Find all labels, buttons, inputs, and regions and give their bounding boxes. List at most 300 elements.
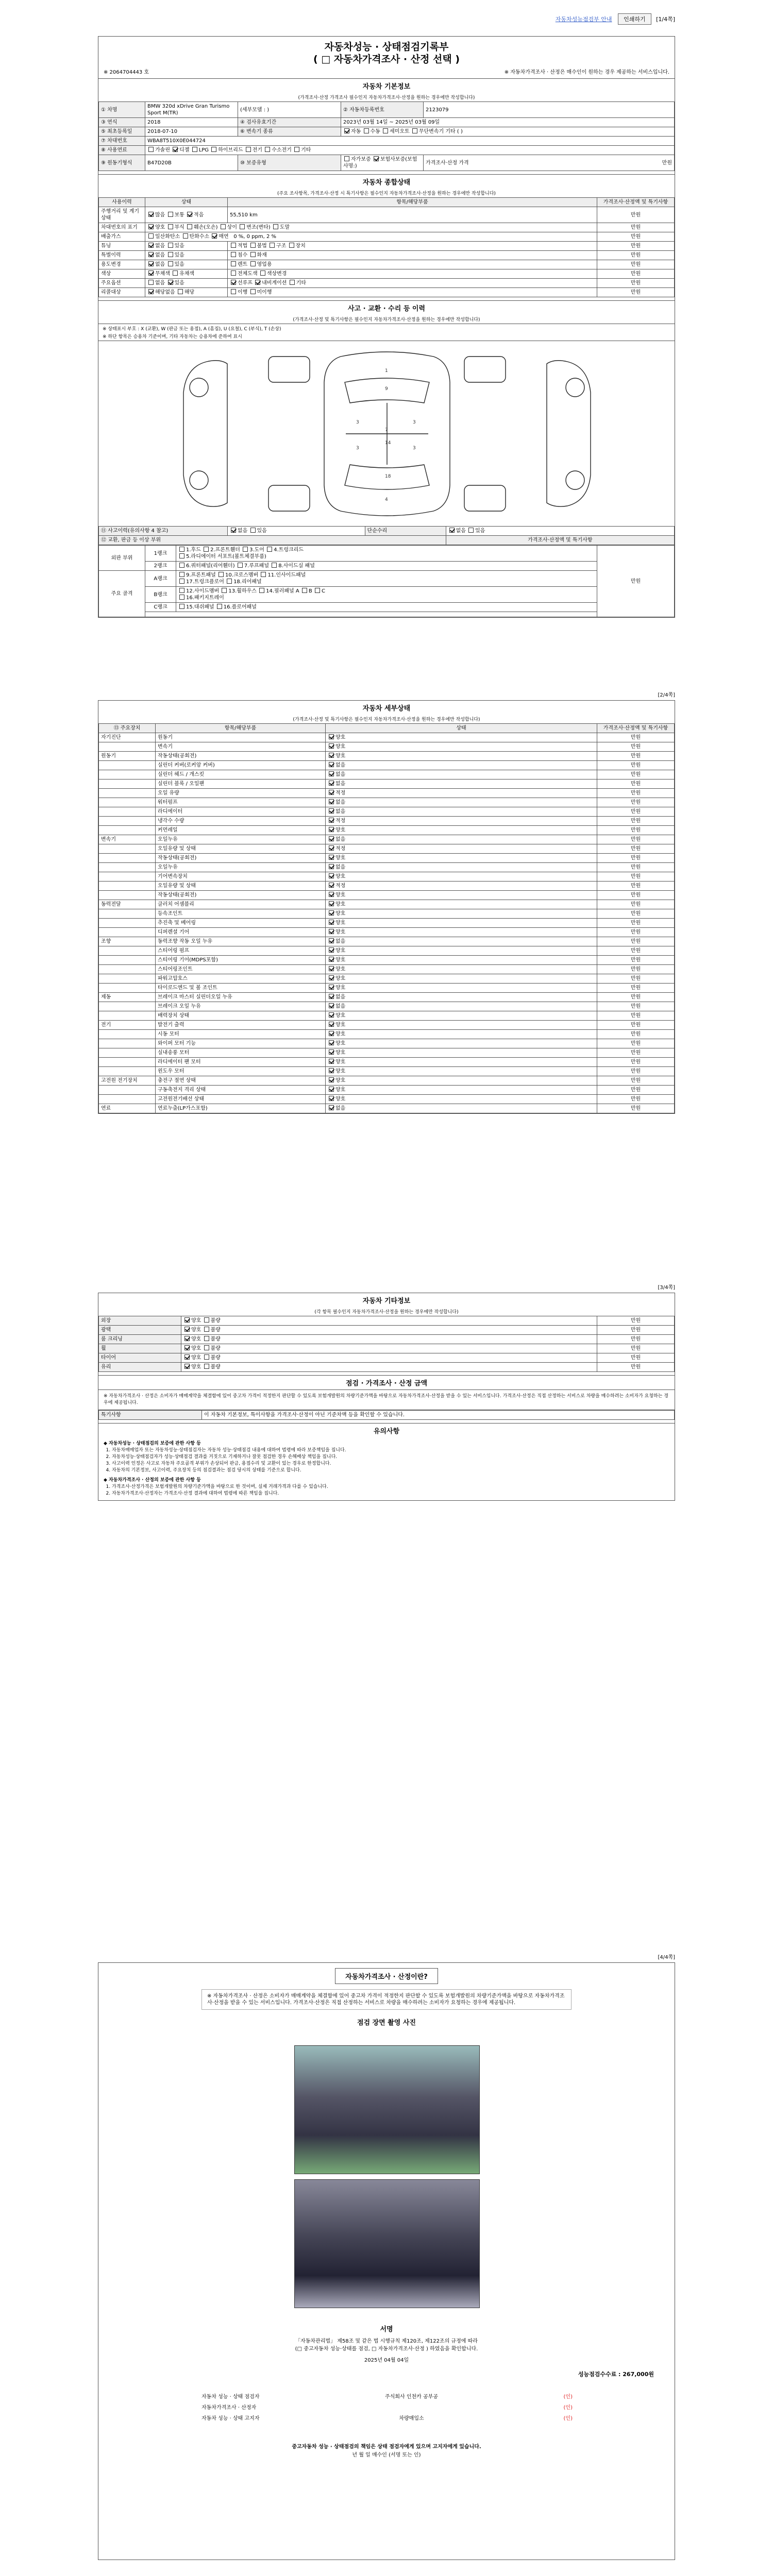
section-accident: 사고 · 교환 · 수리 등 이력 (98, 300, 675, 315)
table-row (99, 1344, 675, 1353)
item: 배력장치 상태 (156, 1011, 326, 1021)
acc-table (98, 526, 675, 545)
item: 냉각수 수량 (156, 817, 326, 826)
group: 동력전달 (99, 900, 156, 909)
check-icon (260, 270, 265, 276)
caution-block (98, 1437, 675, 1500)
label: ② 자동차등록번호 (341, 102, 424, 118)
opt: 있음 (174, 243, 184, 249)
unit: 만원 (597, 1030, 675, 1039)
list-item: 3. 사고이력 인정은 사고로 자동차 주요골격 부위가 손상되어 판금, 용접수리 및 교환이 있는 경우로 한정합니다. (112, 1461, 669, 1467)
check-icon (329, 910, 334, 916)
vin: WBA8T510X0E044724 (145, 137, 675, 146)
opt: 불량 (210, 1364, 221, 1370)
seal: (인) (563, 2416, 573, 2421)
check-icon (289, 243, 294, 248)
check-icon (273, 224, 278, 229)
check-icon (272, 563, 277, 568)
state-label: 없음 (335, 781, 346, 787)
item: 오일유량 및 상태 (156, 844, 326, 854)
check-icon (179, 563, 184, 568)
opt: 무채색 (155, 271, 170, 277)
unit: 만원 (597, 207, 675, 223)
unit: 만원 (597, 817, 675, 826)
state-label: 양호 (335, 1096, 346, 1102)
col-head: 항목/해당부품 (156, 724, 326, 733)
text: 이 자동차 기본정보, 특이사항을 가격조사·산정이 아닌 기준차액 등을 확인할 수 있습니다. (202, 1411, 675, 1420)
sign-rows (191, 2391, 583, 2423)
check-icon (344, 128, 349, 133)
opt: 16.플로어패널 (223, 604, 257, 610)
opt: 전기 (252, 147, 263, 153)
signer: 자동차가격조사 · 산정자 (201, 2405, 257, 2411)
check-icon (148, 212, 154, 217)
acc-note-2: ※ 하단 항목은 승용차 기준이며, 기타 자동차는 승용차에 준하여 표시 (103, 334, 242, 340)
first-reg: 2018-07-10 (145, 127, 238, 137)
item: 변속기 (156, 742, 326, 752)
row-label: 튜닝 (99, 242, 145, 251)
opt: 양호 (191, 1336, 201, 1342)
unit: 만원 (597, 1344, 675, 1353)
unit: 만원 (597, 269, 675, 279)
svg-text:1: 1 (385, 368, 388, 374)
state (326, 844, 597, 854)
group (99, 1011, 156, 1021)
item: 워터펌프 (156, 798, 326, 807)
svg-text:14: 14 (385, 440, 391, 446)
opt: 구조 (276, 243, 287, 249)
caution-list (104, 1447, 669, 1474)
print-button[interactable]: 인쇄하기 (618, 13, 651, 25)
state-label: 양호 (335, 911, 346, 917)
group: 전기 (99, 1021, 156, 1030)
opt: 디젤 (179, 147, 190, 153)
state-label: 없음 (335, 939, 346, 944)
state (326, 984, 597, 993)
group (99, 779, 156, 789)
group: 원동기 (99, 752, 156, 761)
group (99, 919, 156, 928)
table-row (99, 882, 675, 891)
group (99, 1086, 156, 1095)
table-row (99, 1076, 675, 1086)
item: 유리 (99, 1363, 181, 1372)
opt: 수소전기 (272, 147, 292, 153)
label: ④ 검사유효기간 (238, 118, 341, 127)
check-icon (329, 947, 334, 953)
check-icon (183, 233, 188, 239)
state-label: 양호 (335, 1078, 346, 1083)
check-icon (184, 1364, 190, 1369)
check-icon (259, 588, 264, 593)
unit: 만원 (597, 1095, 675, 1104)
sign-text-2: (□ 중고자동차 성능·상태를 점검, □ 자동차가격조사·산정 ) 하였음을 확인합니다. (295, 2346, 478, 2352)
item: 타이로드엔드 및 볼 조인트 (156, 984, 326, 993)
opt: 18.리어패널 (233, 579, 262, 585)
unit: 만원 (597, 946, 675, 956)
section-result: 점검 · 가격조사 · 산정 금액 (98, 1375, 675, 1389)
check-icon (240, 224, 245, 229)
state-label: 양호 (335, 1031, 346, 1037)
opt: 2.프론트휀더 (210, 547, 240, 553)
opt: 해당 (184, 290, 195, 295)
item: 시동 모터 (156, 1030, 326, 1039)
unit: 만원 (597, 288, 675, 297)
check-icon (250, 243, 256, 248)
group (99, 1039, 156, 1048)
state (326, 752, 597, 761)
detail-r: ) (267, 107, 270, 113)
check-icon (231, 280, 236, 285)
state-label: 양호 (335, 967, 346, 972)
group: 제동 (99, 993, 156, 1002)
check-icon (329, 1105, 334, 1110)
check-icon (290, 280, 295, 285)
check-icon (178, 289, 183, 294)
unit: 만원 (597, 909, 675, 919)
item: 작동상태(공회전) (156, 854, 326, 863)
state-label: 없음 (335, 809, 346, 815)
group (99, 1095, 156, 1104)
label: C랭크 (145, 603, 176, 612)
unit: 만원 (597, 761, 675, 770)
opt: 자동 (351, 129, 361, 134)
opt: 양호 (191, 1355, 201, 1361)
caution-title-2: ◆ 자동차가격조사 · 산정의 보증에 관한 사항 등 (104, 1478, 201, 1483)
group: 변속기 (99, 835, 156, 844)
check-icon (329, 818, 334, 823)
check-icon (329, 883, 334, 888)
item: 실린더 커버(로커암 커버) (156, 761, 326, 770)
state-label: 양호 (335, 929, 346, 935)
opt: 영업용 (257, 262, 272, 267)
opt: 15.대쉬패널 (186, 604, 214, 610)
item: 원동기 (156, 733, 326, 742)
table-row (99, 891, 675, 900)
unit: 만원 (597, 826, 675, 835)
state-label: 없음 (335, 762, 346, 768)
check-icon (468, 528, 474, 533)
group (99, 789, 156, 798)
check-icon (221, 224, 226, 229)
emission: 0 %, 0 ppm, 2 % (233, 234, 276, 240)
table-row (99, 919, 675, 928)
state (326, 1021, 597, 1030)
item: 클러치 어셈블리 (156, 900, 326, 909)
list-item: 2. 자동차성능·상태점검자가 성능·상태점검 결과를 거짓으로 기재하거나 잘못 점검한 경우 손해배상 책임을 집니다. (112, 1454, 669, 1461)
page-number-4: [4/4쪽] (658, 1955, 675, 1960)
item: 등속조인트 (156, 909, 326, 919)
unit: 만원 (597, 1326, 675, 1335)
group (99, 909, 156, 919)
table-row (99, 1095, 675, 1104)
table-row (99, 1039, 675, 1048)
svg-text:18: 18 (385, 474, 391, 479)
check-icon (148, 280, 154, 285)
item: 외장 (99, 1316, 181, 1326)
table-row (99, 789, 675, 798)
opt: 기타 (301, 147, 311, 153)
table-row (99, 1030, 675, 1039)
item: 광택 (99, 1326, 181, 1335)
check-icon (184, 1345, 190, 1350)
mileage: 55,510 km (228, 207, 597, 223)
state (326, 872, 597, 882)
check-icon (219, 572, 224, 577)
svg-text:3: 3 (413, 420, 416, 425)
caution-list-2 (104, 1484, 669, 1497)
opt: 없음 (456, 528, 466, 534)
state-label: 양호 (335, 1050, 346, 1056)
detail-label: (세부모델 : (240, 107, 266, 113)
opt: 양호 (191, 1364, 201, 1370)
basic-note: (가격조사·산정 가격조사 필수인지 자동차가격조사·산정을 원하는 경우에만 작성합니다) (298, 95, 475, 100)
opt: 자가보증 (351, 157, 371, 162)
seal: (인) (563, 2405, 573, 2411)
state (326, 770, 597, 779)
opt: 있음 (174, 252, 184, 258)
unit: 만원 (597, 789, 675, 798)
table-row (99, 1002, 675, 1011)
state (326, 1086, 597, 1095)
table-row (99, 1353, 675, 1363)
row-label: 리콜대상 (99, 288, 145, 297)
check-icon (192, 147, 197, 152)
page-1 (98, 10, 675, 675)
state-label: 양호 (335, 1022, 346, 1028)
opt: 3.도어 (249, 547, 264, 553)
check-icon (184, 1327, 190, 1332)
check-icon (243, 547, 248, 552)
top-links (98, 13, 675, 25)
opt: 적음 (194, 212, 204, 218)
result-title: 자동차가격조사 · 산정이란? (335, 1968, 438, 1984)
section-etc: 자동차 기타정보 (362, 1297, 411, 1305)
table-row (99, 1011, 675, 1021)
table-row (99, 1316, 675, 1326)
check-icon (204, 1345, 209, 1350)
unit: 만원 (597, 779, 675, 789)
state-label: 없음 (335, 800, 346, 805)
insp: 2023년 03월 14일 ~ 2025년 03월 09일 (341, 118, 675, 127)
item: 실린더 헤드 / 개스킷 (156, 770, 326, 779)
opt: 있음 (257, 528, 267, 534)
check-icon (329, 808, 334, 814)
signer: 자동차 성능 · 상태 고지자 (201, 2416, 260, 2421)
check-icon (329, 1096, 334, 1101)
svg-text:3: 3 (356, 420, 359, 425)
opt: 1.후드 (186, 547, 201, 553)
check-icon (148, 261, 154, 266)
opt: 선루프 (238, 280, 253, 286)
state-label: 양호 (335, 874, 346, 879)
check-icon (168, 252, 173, 257)
item: 충전구 절연 상태 (156, 1076, 326, 1086)
table-row (99, 1058, 675, 1067)
item: 파워고압호스 (156, 974, 326, 984)
check-icon (211, 147, 216, 152)
state-label: 양호 (335, 1069, 346, 1074)
opt: 17.트렁크플로어 (186, 579, 224, 585)
check-icon (329, 836, 334, 841)
item: 실내송풍 모터 (156, 1048, 326, 1058)
check-icon (364, 128, 369, 133)
opt: 보험사보증(보험사명:) (343, 157, 417, 169)
info-link[interactable]: 자동차성능점검부 안내 (555, 16, 612, 23)
table-row (99, 946, 675, 956)
car-diagram-icon (98, 341, 675, 527)
signer-name: 주식회사 인천카 공부공 (385, 2394, 438, 2400)
table-row (99, 974, 675, 984)
accident-note: (가격조사·산정 및 특기사항은 필수인지 자동차가격조사·산정을 원하는 경우에만 작성합니다) (293, 317, 480, 323)
section-basic: 자동차 기본정보 (98, 78, 675, 93)
state (326, 891, 597, 900)
state-label: 양호 (335, 753, 346, 759)
opt: 렌트 (238, 262, 248, 267)
check-icon (212, 233, 217, 239)
footer-2 (98, 2450, 675, 2458)
item: 구동축전지 격리 상태 (156, 1086, 326, 1095)
svg-text:3: 3 (413, 446, 416, 451)
check-icon (329, 1012, 334, 1018)
group: 고전원 전기장치 (99, 1076, 156, 1086)
group (99, 1002, 156, 1011)
table-row (99, 752, 675, 761)
item: 실린더 블록 / 오일팬 (156, 779, 326, 789)
label: 특기사항 (99, 1411, 202, 1420)
check-icon (179, 588, 184, 593)
check-icon (227, 579, 232, 584)
check-icon (179, 595, 184, 600)
unit: 만원 (597, 854, 675, 863)
state (326, 928, 597, 937)
label: ⑤ 최초등록일 (99, 127, 145, 137)
basic-table (98, 101, 675, 171)
opt: 있음 (174, 280, 184, 286)
state (326, 1095, 597, 1104)
opt: 불량 (210, 1327, 221, 1333)
opt: 없음 (155, 252, 165, 258)
check-icon (238, 563, 243, 568)
unit: 만원 (597, 891, 675, 900)
state (326, 761, 597, 770)
group (99, 798, 156, 807)
check-icon (329, 901, 334, 906)
check-icon (329, 1059, 334, 1064)
state-label: 양호 (335, 920, 346, 926)
table-row (99, 993, 675, 1002)
state-label: 없음 (335, 1004, 346, 1009)
opt: 기타 (296, 280, 306, 286)
check-icon (148, 224, 154, 229)
label: ① 차명 (99, 102, 145, 118)
opt: 5.라디에이터 서포트(볼트체결부품) (186, 554, 266, 560)
opt: 없음 (155, 243, 165, 249)
check-icon (329, 1087, 334, 1092)
opt: 화재 (257, 252, 267, 258)
check-icon (329, 781, 334, 786)
state-label: 양호 (335, 735, 346, 740)
check-icon (261, 572, 266, 577)
check-icon (329, 743, 334, 749)
check-icon (265, 147, 270, 152)
group (99, 956, 156, 965)
section-caution: 유의사항 (98, 1423, 675, 1437)
check-icon (329, 1031, 334, 1036)
item: 오일누유 (156, 835, 326, 844)
opt: 내비게이션 (262, 280, 287, 286)
state (181, 1326, 597, 1335)
label: 외판 부위 (99, 546, 145, 571)
page-number: [1/4쪽] (656, 16, 675, 23)
opt: 수동 (370, 129, 380, 134)
item: 고전원전기배선 상태 (156, 1095, 326, 1104)
opt: 불량 (210, 1336, 221, 1342)
state (326, 993, 597, 1002)
item: 스티어링 기어(MDPS포함) (156, 956, 326, 965)
sign-date: 2025년 04월 04일 (364, 2358, 409, 2363)
group (99, 863, 156, 872)
check-icon (329, 1040, 334, 1045)
fee: 성능점검수수료 : 267,000원 (578, 2371, 654, 2378)
table-row (99, 909, 675, 919)
check-icon (231, 261, 236, 266)
doc-title-2: ( □ 자동차가격조사 · 산정 선택 ) (313, 54, 460, 65)
opt: 전체도색 (238, 271, 258, 277)
group (99, 854, 156, 863)
col-head: 항목/해당부품 (228, 198, 597, 207)
year: 2018 (145, 118, 238, 127)
check-icon (231, 243, 236, 248)
svg-text:9: 9 (385, 386, 388, 392)
opt: 14.필러패널 A (266, 588, 299, 594)
state (326, 919, 597, 928)
row-label: 차대번호의 표기 (99, 223, 145, 232)
group: 자기진단 (99, 733, 156, 742)
opt: 양호 (191, 1346, 201, 1351)
check-icon (329, 975, 334, 980)
group: 조향 (99, 937, 156, 946)
state-label: 양호 (335, 948, 346, 954)
label: 1랭크 (145, 546, 176, 562)
group (99, 844, 156, 854)
result-desc: ※ 자동차가격조사 · 산정은 소비자가 매매계약을 체결함에 있어 중고차 가격이 적정한지 판단할 수 있도록 보험개발원의 차량기준가액을 바탕으로 자동차가격조사·산정을 받을 수 있는 서비스입니다. 가격조사·산정은 직접 산정하는 서비스로 차량을 매수하려는 소비자가 요청하는 경우에 제공됩니다. (201, 1989, 572, 2010)
page-2 (98, 690, 675, 1111)
seal: (인) (563, 2394, 573, 2400)
unit: 만원 (597, 223, 675, 232)
sign-text: 「자동차관리법」 제58조 및 같은 법 시행규칙 제120조, 제122조의 규정에 따라 (295, 2338, 478, 2344)
state-label: 양호 (335, 1041, 346, 1046)
state-label: 없음 (335, 837, 346, 842)
item: 룸 크리닝 (99, 1335, 181, 1344)
state (326, 974, 597, 984)
check-icon (329, 845, 334, 851)
svg-text:4: 4 (385, 497, 388, 502)
check-icon (329, 1077, 334, 1082)
label: ⑨ 원동기형식 (99, 155, 145, 171)
state-label: 적정 (335, 883, 346, 889)
row-label: 주행거리 및 계기상태 (99, 207, 145, 223)
state (181, 1316, 597, 1326)
label: ⑫ 교환, 판금 등 이상 부위 (99, 536, 446, 545)
unit: 만원 (597, 965, 675, 974)
table-row (99, 900, 675, 909)
check-icon (179, 604, 184, 609)
opt: 없음 (155, 262, 165, 267)
table-row (99, 928, 675, 937)
unit: 만원 (597, 1076, 675, 1086)
opt: 불법 (257, 243, 267, 249)
